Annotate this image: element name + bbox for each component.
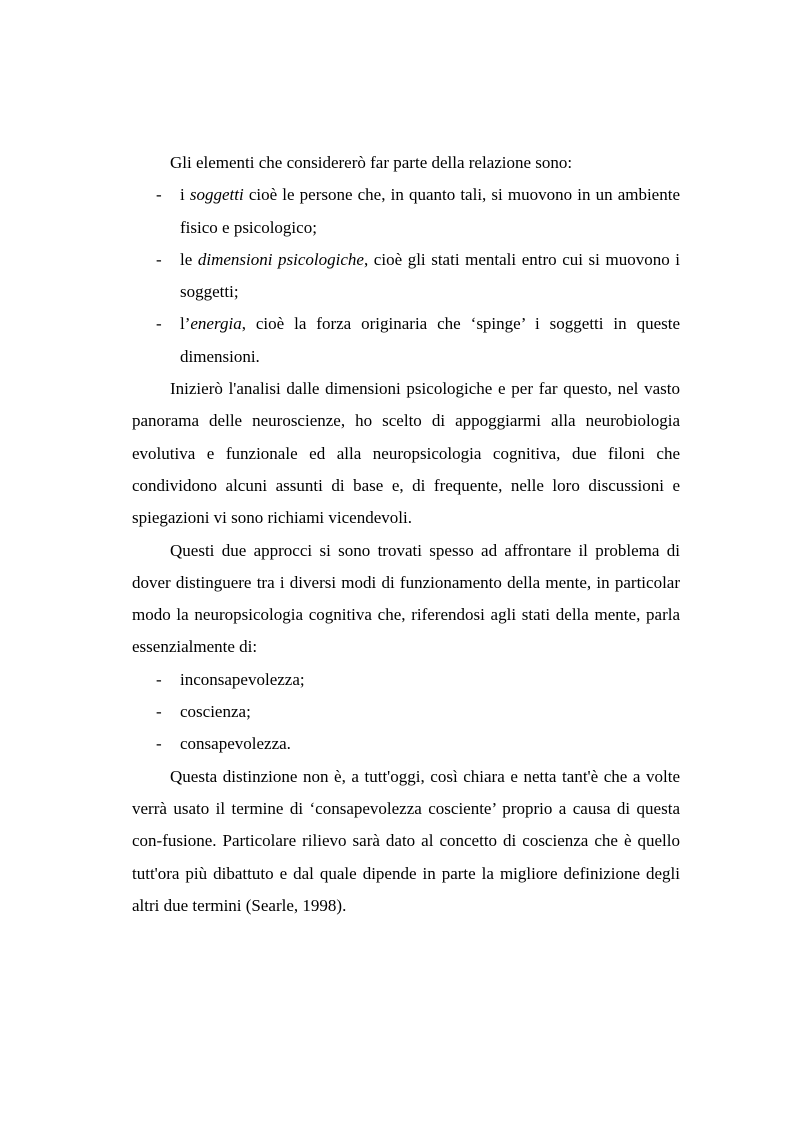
list-item-inconsapevolezza <box>132 664 680 696</box>
list-item-text: , cioè gli stati mentali entro cui si muovono i soggetti; <box>180 249 680 302</box>
list-dash: - <box>156 702 162 722</box>
list-item-text: consapevolezza. <box>180 734 291 754</box>
paragraph-analysis: Inizierò l'analisi dalle dimensioni psicologiche e per far questo, nel vasto panorama delle neuroscienze, ho scelto di appoggiarmi alla neurobiologia evolutiva e funzionale ed alla neuropsicologia cognitiva, due filoni che condividono alcuni assunti di base e, di frequente, nelle loro discussioni e spiegazioni vi sono richiami vicendevoli. <box>132 379 680 528</box>
list-item-text: coscienza; <box>180 702 251 722</box>
list-item-text: , cioè la forza originaria che ‘spinge’ i soggetti in queste dimensioni. <box>180 314 680 366</box>
relation-elements-list <box>132 179 680 373</box>
list-item-coscienza <box>132 696 680 728</box>
list-dash: - <box>156 249 162 269</box>
list-dash: - <box>156 734 162 754</box>
list-dash: - <box>156 669 162 689</box>
paragraph-approaches: Questi due approcci si sono trovati spesso ad affrontare il problema di dover distinguere tra i diversi modi di funzionamento della mente, in particolar modo la neuropsicologia cognitiva che, riferendosi agli stati della mente, parla essenzialmente di: <box>132 540 680 657</box>
list-item-prefix: le <box>180 249 198 269</box>
list-item-soggetti <box>132 179 680 244</box>
list-item-prefix: l’ <box>180 314 191 334</box>
list-item-consapevolezza <box>132 728 680 760</box>
mind-states-list <box>132 664 680 761</box>
intro-paragraph: Gli elementi che considererò far parte della relazione sono: <box>170 153 573 172</box>
body-text <box>132 147 680 922</box>
list-item-energia <box>132 308 680 373</box>
list-item-term: dimensioni psicologiche <box>197 249 364 269</box>
paragraph-distinction: Questa distinzione non è, a tutt'oggi, così chiara e netta tant'è che a volte verrà usato il termine di ‘consapevolezza cosciente’ proprio a causa di questa con-fusione. Particolare rilievo sarà dato al concetto di coscienza che è quello tutt'ora più dibattuto e dal quale dipende in parte la migliore definizione degli altri due termini (Searle, 1998). <box>132 766 680 915</box>
list-item-term: energia <box>190 314 242 334</box>
list-item-prefix: i <box>180 185 190 205</box>
list-item-dimensioni <box>132 244 680 309</box>
list-item-term: soggetti <box>189 185 244 205</box>
list-dash: - <box>156 314 162 334</box>
list-item-text: cioè le persone che, in quanto tali, si muovono in un ambiente fisico e psicologico; <box>180 185 680 237</box>
list-dash: - <box>156 185 162 205</box>
list-item-text: inconsapevolezza; <box>180 669 305 689</box>
